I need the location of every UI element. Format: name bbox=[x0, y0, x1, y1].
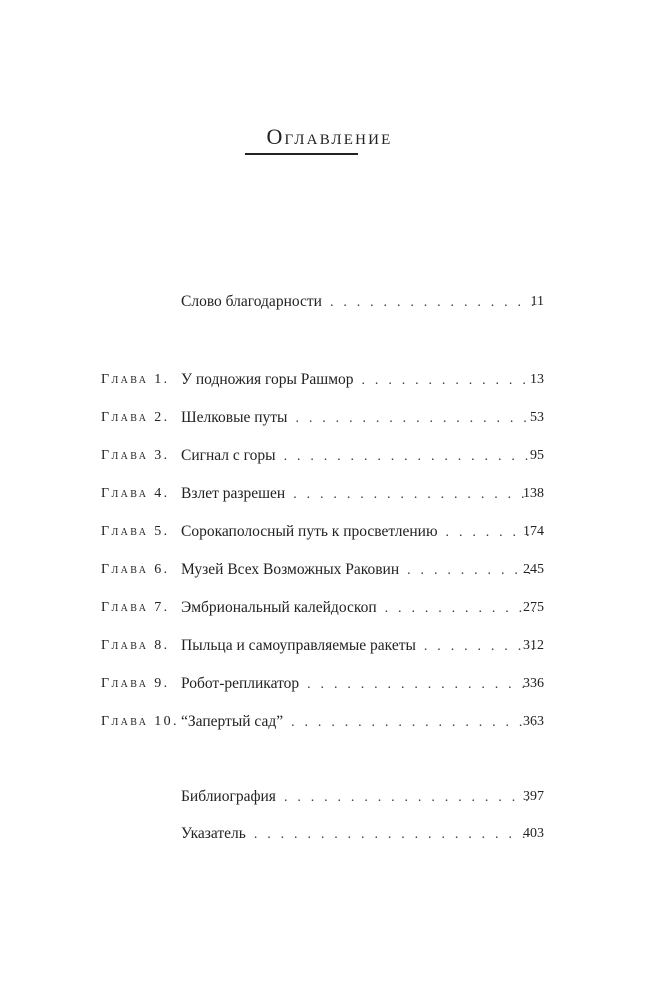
toc-entry-title: Указатель bbox=[181, 825, 246, 842]
toc-entry-title: Музей Всех Возможных Раковин bbox=[181, 561, 400, 578]
toc-entry-acknowledgements[interactable] bbox=[0, 290, 659, 314]
dot-leader bbox=[291, 711, 534, 735]
toc-entry-title: Пыльца и самоуправляемые ракеты bbox=[181, 637, 416, 654]
dot-leader bbox=[407, 559, 534, 583]
toc-entry-body bbox=[181, 290, 542, 315]
toc-entry-bibliography[interactable] bbox=[0, 785, 659, 809]
chapter-label: Глава 4. bbox=[101, 486, 170, 501]
chapter-label: Глава 7. bbox=[101, 600, 170, 615]
toc-entry-body bbox=[181, 406, 542, 431]
toc-entry-body bbox=[181, 482, 542, 507]
toc-page-number: 363 bbox=[523, 714, 544, 729]
chapter-label: Глава 8. bbox=[101, 638, 170, 653]
toc-page-number: 95 bbox=[530, 448, 544, 463]
toc-entry-title: Робот-репликатор bbox=[181, 675, 300, 692]
title-underline bbox=[245, 153, 358, 155]
chapter-label: Глава 1. bbox=[101, 372, 170, 387]
toc-entry-title: Взлет разрешен bbox=[181, 485, 286, 502]
toc-entry-index[interactable] bbox=[0, 822, 659, 846]
toc-entry-title: Сорокаполосный путь к просветлению bbox=[181, 523, 438, 540]
toc-entry-chapter-2[interactable] bbox=[0, 406, 659, 430]
toc-entry-chapter-10[interactable] bbox=[0, 710, 659, 734]
chapter-label: Глава 6. bbox=[101, 562, 170, 577]
dot-leader bbox=[295, 407, 534, 431]
toc-entry-chapter-8[interactable] bbox=[0, 634, 659, 658]
toc-entry-chapter-9[interactable] bbox=[0, 672, 659, 696]
toc-entry-chapter-1[interactable] bbox=[0, 368, 659, 392]
toc-entry-chapter-5[interactable] bbox=[0, 520, 659, 544]
toc-entry-body bbox=[181, 822, 542, 847]
dot-leader bbox=[362, 369, 534, 393]
toc-page-number: 138 bbox=[523, 486, 544, 501]
toc-page-number: 312 bbox=[523, 638, 544, 653]
toc-page-number: 53 bbox=[530, 410, 544, 425]
page-title: Оглавление bbox=[266, 124, 393, 149]
dot-leader bbox=[254, 823, 534, 847]
toc-entry-title: Слово благодарности bbox=[181, 293, 322, 310]
dot-leader bbox=[284, 786, 534, 810]
toc-entry-chapter-4[interactable] bbox=[0, 482, 659, 506]
toc-entry-chapter-3[interactable] bbox=[0, 444, 659, 468]
toc-page-number: 403 bbox=[523, 826, 544, 841]
toc-page-number: 245 bbox=[523, 562, 544, 577]
toc-entry-title: Библиография bbox=[181, 788, 276, 805]
toc-entry-chapter-7[interactable] bbox=[0, 596, 659, 620]
toc-page-number: 336 bbox=[523, 676, 544, 691]
dot-leader bbox=[293, 483, 534, 507]
chapter-label: Глава 3. bbox=[101, 448, 170, 463]
toc-entry-body bbox=[181, 444, 542, 469]
dot-leader bbox=[424, 635, 534, 659]
toc-page-number: 174 bbox=[523, 524, 544, 539]
chapter-label: Глава 10. bbox=[101, 714, 179, 729]
toc-page-number: 275 bbox=[523, 600, 544, 615]
chapter-label: Глава 2. bbox=[101, 410, 170, 425]
chapter-label: Глава 9. bbox=[101, 676, 170, 691]
toc-entry-body bbox=[181, 634, 542, 659]
dot-leader bbox=[284, 445, 534, 469]
toc-entry-body bbox=[181, 558, 542, 583]
dot-leader bbox=[307, 673, 534, 697]
toc-entry-title: У подножия горы Рашмор bbox=[181, 371, 354, 388]
toc-page-number: 397 bbox=[523, 789, 544, 804]
toc-entry-body bbox=[181, 672, 542, 697]
toc-entry-body bbox=[181, 785, 542, 810]
toc-entry-body bbox=[181, 596, 542, 621]
toc-entry-body bbox=[181, 368, 542, 393]
toc-entry-title: Шелковые путы bbox=[181, 409, 288, 426]
toc-entry-title: “Запертый сад” bbox=[181, 713, 284, 730]
dot-leader bbox=[330, 291, 534, 315]
toc-entry-title: Сигнал с горы bbox=[181, 447, 276, 464]
toc-entry-body bbox=[181, 710, 542, 735]
chapter-label: Глава 5. bbox=[101, 524, 170, 539]
toc-entry-chapter-6[interactable] bbox=[0, 558, 659, 582]
dot-leader bbox=[446, 521, 534, 545]
toc-page-number: 13 bbox=[530, 372, 544, 387]
toc-entry-title: Эмбриональный калейдоскоп bbox=[181, 599, 377, 616]
dot-leader bbox=[385, 597, 534, 621]
toc-page-number: 11 bbox=[530, 294, 544, 309]
toc-entry-body bbox=[181, 520, 542, 545]
